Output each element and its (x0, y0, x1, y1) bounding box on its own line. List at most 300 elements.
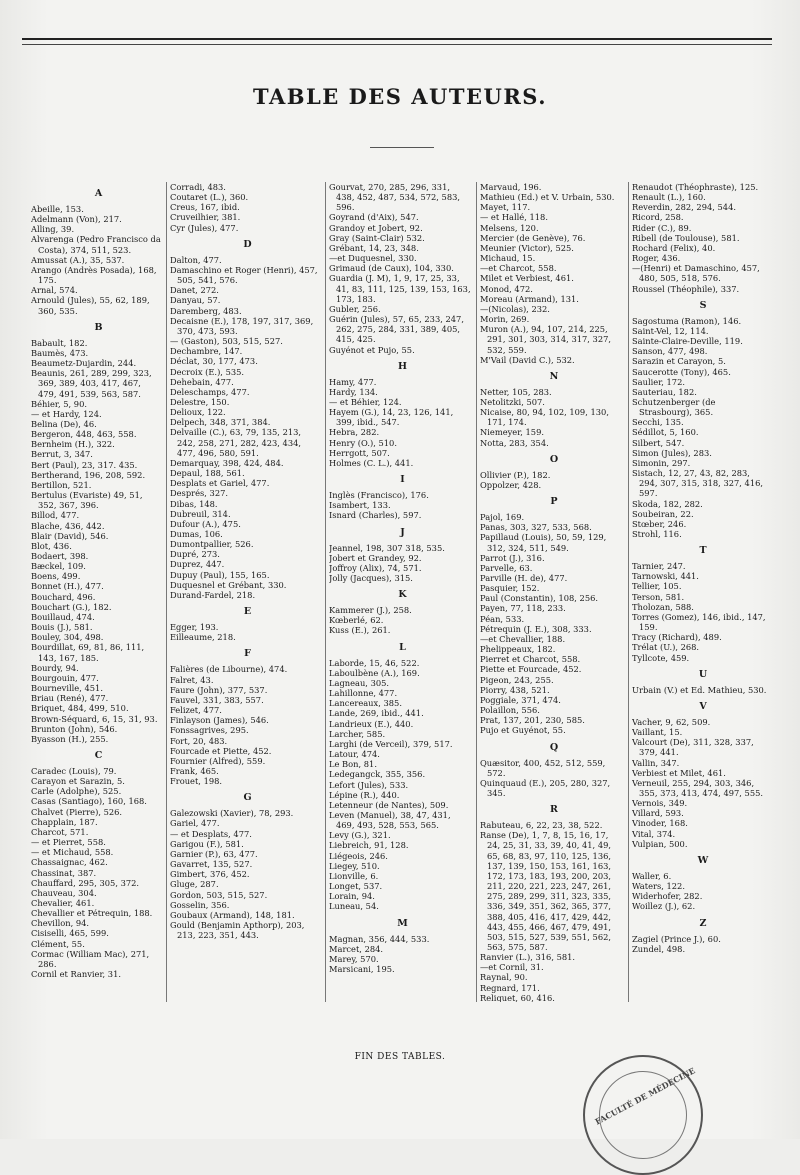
author-entry: Ollivier (P.), 182. (480, 469, 551, 480)
author-entry: Longet, 537. (329, 881, 383, 892)
author-entry: Fonssagrives, 295. (170, 725, 249, 736)
author-entry: M'Vail (David C.), 532. (480, 354, 575, 365)
author-entry: Gosselin, 356. (170, 899, 230, 910)
author-entry: Galezowski (Xavier), 78, 293. (170, 808, 294, 819)
author-entry: Bouis (J.), 581. (31, 622, 93, 633)
section-letter: I (400, 474, 406, 486)
author-index (31, 182, 775, 1002)
author-entry: Vital, 374. (632, 828, 676, 839)
author-entry: Goubaux (Armand), 148, 181. (170, 909, 295, 920)
author-entry: Arnal, 574. (31, 285, 78, 296)
author-entry: Jolly (Jacques), 315. (329, 573, 413, 583)
author-entry: Frank, 465. (170, 765, 219, 776)
author-entry: Paul (Constantin), 108, 256. (480, 593, 599, 604)
author-entry: Tarnowski, 441. (632, 571, 699, 582)
author-entry: Michaud, 15. (480, 253, 536, 264)
author-entry: Amussat (A.), 35, 537. (31, 254, 125, 265)
author-entry: Bourdy, 94. (31, 662, 79, 673)
author-entry: Mathieu (Ed.) et V. Urbain, 530. (480, 192, 615, 203)
top-rule-thin (22, 44, 772, 45)
author-entry: Prat, 137, 201, 230, 585. (480, 715, 585, 726)
author-entry: Guardia (J. M), 1, 9, 17, 25, 33, 41, 83, 111, 125, 139, 153, 163, 173, 183. (329, 273, 471, 304)
author-entry: Stœber, 246. (632, 518, 687, 529)
section-letter: N (549, 370, 560, 382)
author-entry: Chauveau, 304. (31, 887, 97, 898)
author-entry: Falret, 43. (170, 674, 214, 685)
author-entry: Cormac (William Mac), 271, 286. (31, 948, 150, 969)
author-entry: Muron (A.), 94, 107, 214, 225, 291, 301, 303, 314, 317, 327, 532, 559. (480, 324, 612, 355)
author-entry: Egger, 193. (170, 622, 219, 633)
author-entry: Delioux, 122. (170, 407, 226, 418)
author-entry: Delvaille (C.), 63, 79, 135, 213, 242, 258, 271, 282, 423, 434, 477, 496, 580, 591. (170, 427, 302, 458)
end-of-tables-note: FIN DES TABLES. (354, 1052, 446, 1062)
author-entry: Gavarret, 135, 527. (170, 859, 253, 870)
author-entry: Grimaud (de Caux), 104, 330. (329, 263, 454, 274)
author-entry: Lahillonne, 477. (329, 688, 398, 699)
author-entry: Marsicani, 195. (329, 964, 395, 974)
author-entry: Holmes (C. L.), 441. (329, 457, 414, 468)
author-entry: Piette et Fourcade, 452. (480, 664, 582, 675)
author-entry: Cyr (Jules), 477. (170, 222, 239, 233)
author-entry: Saint-Vel, 12, 114. (632, 325, 709, 336)
author-entry: Arnould (Jules), 55, 62, 189, 360, 535. (31, 295, 150, 316)
author-entry: Quinquaud (E.), 205, 280, 327, 345. (480, 777, 611, 798)
author-entry: Chassinat, 387. (31, 867, 97, 878)
author-entry: Dehebain, 477. (170, 376, 234, 387)
author-entry: Felizet, 477. (170, 705, 222, 716)
author-entry: Pujo et Guyénot, 55. (480, 725, 566, 736)
author-entry: Schutzenberger (de Strasbourg), 365. (632, 396, 716, 418)
author-entry: Papillaud (Louis), 50, 59, 129, 312, 324, 511, 549. (480, 532, 607, 553)
author-entry: Urbain (V.) et Ed. Mathieu, 530. (632, 684, 767, 695)
section-letter: L (399, 641, 407, 653)
author-entry: —et Charcot, 558. (480, 263, 557, 274)
author-entry: Després, 327. (170, 488, 229, 499)
author-entry: Levy (G.), 321. (329, 830, 391, 841)
author-entry: Bourgouin, 477. (31, 672, 99, 683)
author-entry: Trélat (U.), 268. (632, 642, 700, 653)
author-entry: Liégeois, 246. (329, 850, 388, 861)
author-entry: Luneau, 54. (329, 901, 379, 912)
author-entry: Faure (John), 377, 537. (170, 684, 268, 695)
author-entry: Skoda, 182, 282. (632, 498, 703, 509)
author-entry: Dupré, 273. (170, 549, 220, 560)
section-letter: U (698, 668, 709, 680)
author-entry: Gray (Saint-Clair) 532. (329, 232, 425, 243)
author-entry: Cisiselli, 465, 599. (31, 928, 109, 939)
author-entry: Kœberlé, 62. (329, 615, 384, 626)
author-entry: Isambert, 133. (329, 500, 391, 511)
author-entry: Ledegangck, 355, 356. (329, 769, 426, 780)
author-entry: Landrieux (E.), 440. (329, 718, 414, 729)
author-entry: Blair (David), 546. (31, 530, 109, 541)
author-entry: Cruveilhier, 381. (170, 212, 241, 223)
library-stamp (583, 1055, 703, 1175)
author-entry: Marcet, 284. (329, 943, 384, 954)
title-underline (370, 147, 434, 148)
author-entry: Mayet, 117. (480, 202, 531, 213)
author-entry: — et Michaud, 558. (31, 847, 114, 858)
section-letter: A (94, 188, 104, 199)
author-entry: —(Henri) et Damaschino, 457, 480, 505, 518, 576. (632, 263, 760, 284)
author-entry: Arango (Andrès Posada), 168, 175. (31, 264, 157, 286)
author-entry: Isnard (Charles), 597. (329, 510, 422, 521)
author-entry: Danyau, 57. (170, 295, 221, 306)
author-entry: Vacher, 9, 62, 509. (632, 716, 711, 727)
author-entry: Panas, 303, 327, 533, 568. (480, 522, 592, 533)
author-entry: Milet et Verbiest, 461. (480, 273, 574, 284)
author-entry: Grébant, 14, 23, 348. (329, 242, 419, 253)
author-entry: Le Bon, 81. (329, 759, 377, 770)
author-entry: Blache, 436, 442. (31, 520, 105, 531)
author-entry: Morin, 269. (480, 314, 530, 325)
author-entry: Damaschino et Roger (Henri), 457, 505, 541, 576. (170, 264, 318, 286)
author-entry: Bouley, 304, 498. (31, 632, 104, 643)
author-entry: Poggiale, 371, 474. (480, 694, 561, 705)
author-entry: Pétrequin (J. E.), 308, 333. (480, 623, 592, 634)
author-entry: Bonnet (H.), 477. (31, 581, 104, 592)
author-entry: Péan, 533. (480, 613, 525, 624)
author-entry: — et Pierret, 558. (31, 837, 106, 848)
author-entry: Chalvet (Pierre), 526. (31, 806, 123, 817)
author-entry: Henry (O.), 510. (329, 437, 397, 448)
author-entry: Liegey, 510. (329, 860, 380, 871)
author-entry: Pajol, 169. (480, 512, 525, 523)
author-entry: Laboulbène (A.), 169. (329, 667, 420, 678)
author-entry: Magnan, 356, 444, 533. (329, 933, 430, 944)
author-entry: Kuss (E.), 261. (329, 625, 391, 636)
author-entry: Regnard, 171. (480, 982, 540, 993)
author-entry: Lefort (Jules), 533. (329, 779, 409, 790)
author-entry: Hebra, 282. (329, 427, 380, 438)
author-entry: Bourneville, 451. (31, 683, 103, 694)
section-letter: W (697, 854, 710, 866)
author-entry: Tholozan, 588. (632, 601, 694, 612)
author-entry: Polaillon, 556. (480, 705, 540, 716)
author-entry: Bertherand, 196, 208, 592. (31, 469, 146, 480)
author-entry: Jeannel, 198, 307 318, 535. (329, 542, 445, 553)
author-entry: Payen, 77, 118, 233. (480, 603, 566, 614)
author-entry: Chevallier et Pétrequin, 188. (31, 908, 153, 919)
author-entry: Marvaud, 196. (480, 182, 542, 192)
author-entry: Vernois, 349. (632, 798, 688, 809)
author-entry: Casas (Santiago), 160, 168. (31, 796, 147, 807)
author-entry: Hamy, 477. (329, 376, 377, 387)
author-entry: Moreau (Armand), 131. (480, 293, 579, 304)
author-entry: Bertulus (Evariste) 49, 51, 352, 367, 396. (31, 490, 143, 511)
page-title: TABLE DES AUTEURS. (252, 84, 548, 109)
section-letter: P (550, 496, 559, 508)
author-entry: Kammerer (J.), 258. (329, 605, 412, 616)
author-entry: Gourvat, 270, 285, 296, 331, 438, 452, 487, 534, 572, 583, 596. (329, 182, 461, 213)
author-entry: Gordon, 503, 515, 527. (170, 889, 268, 900)
author-entry: Saulier, 172. (632, 376, 685, 387)
section-letter: K (398, 589, 408, 601)
author-entry: Tracy (Richard), 489. (632, 632, 722, 643)
author-entry: Guyénot et Pujo, 55. (329, 344, 415, 355)
author-entry: — et Béhier, 124. (329, 396, 402, 407)
author-entry: Widerhofer, 282. (632, 891, 703, 902)
section-letter: F (244, 648, 252, 660)
author-entry: Chevillon, 94. (31, 918, 90, 929)
section-letter: S (699, 299, 708, 311)
author-entry: Torres (Gomez), 146, ibid., 147, 159. (632, 611, 766, 633)
author-entry: Chassaignac, 462. (31, 857, 108, 868)
author-entry: Déclat, 30, 177, 473. (170, 356, 258, 367)
author-entry: Briau (René), 477. (31, 693, 109, 704)
author-entry: Guérin (Jules), 57, 65, 233, 247, 262, 275, 284, 331, 389, 405, 415, 425. (329, 314, 464, 345)
author-entry: Dalton, 477. (170, 254, 222, 265)
author-entry: Bouchard, 496. (31, 591, 96, 602)
author-entry: Babault, 182. (31, 337, 88, 348)
author-entry: Niemeyer, 159. (480, 427, 545, 438)
section-letter: B (94, 321, 104, 333)
author-entry: Dupuy (Paul), 155, 165. (170, 569, 270, 580)
author-entry: Hardy, 134. (329, 386, 378, 397)
author-entry: Roussel (Théophile), 337. (632, 283, 740, 294)
section-letter: E (243, 606, 253, 618)
top-rule (22, 38, 772, 40)
author-entry: Demarquay, 398, 424, 484. (170, 457, 284, 468)
author-entry: Piorry, 438, 521. (480, 684, 550, 695)
author-entry: Parville (H. de), 477. (480, 573, 568, 583)
author-entry: Notta, 283, 354. (480, 437, 549, 448)
author-entry: —et Cornil, 31. (480, 962, 544, 973)
author-entry: Ranse (De), 1, 7, 8, 15, 16, 17, 24, 25, 31, 33, 39, 40, 41, 49, 65, 68, 83, 97, 110, 125, 136, 137, 139, 150, 153, 161, 163, 172, 173, 183, 193, 200, 203, 211, 220, 221, 223, 247, 261, 275, 289, 299, 311, 323, 335, 336, 349, 351, 362, 365, 377, 388, 405, 416, 417, 429, 442, 443, 455, 466, 467, 479, 491, 503, 515, 527, 539, 551, 562, 563, 575, 587. (480, 830, 612, 952)
author-entry: Daremberg, 483. (170, 305, 242, 316)
author-entry: Fauvel, 331, 383, 557. (170, 694, 264, 705)
author-entry: Leven (Manuel), 38, 47, 431, 469, 493, 528, 553, 565. (329, 809, 451, 831)
author-entry: Sarazin et Carayon, 5. (632, 356, 726, 367)
author-entry: Fort, 20, 483. (170, 735, 228, 746)
author-entry: Vaillant, 15. (632, 727, 683, 738)
author-entry: Fournier (Alfred), 559. (170, 755, 266, 766)
author-entry: Raynal, 90. (480, 972, 528, 983)
author-entry: Rabuteau, 6, 22, 23, 38, 522. (480, 820, 603, 831)
author-entry: Marey, 570. (329, 953, 379, 964)
author-entry: Byasson (H.), 255. (31, 733, 109, 744)
author-entry: — et Hallé, 118. (480, 212, 548, 223)
author-entry: Lépine (R.), 440. (329, 789, 400, 800)
author-entry: Joffroy (Alix), 74, 571. (329, 562, 422, 573)
author-entry: Liebreich, 91, 128. (329, 840, 409, 851)
author-entry: Carle (Adolphe), 525. (31, 786, 122, 797)
author-entry: Netter, 105, 283. (480, 386, 552, 397)
section-letter: O (549, 453, 560, 465)
author-entry: Bouillaud, 474. (31, 611, 95, 622)
author-entry: Hayem (G.), 14, 23, 126, 141, 399, ibid., 547. (329, 407, 454, 428)
author-entry: Beaunis, 261, 289, 299, 323, 369, 389, 403, 417, 467, 479, 491, 539, 563, 587. (31, 368, 152, 399)
author-entry: Dibas, 148. (170, 498, 218, 509)
section-letter: M (397, 917, 409, 929)
index-column-4 (480, 182, 629, 1002)
author-entry: Sainte-Claire-Deville, 119. (632, 336, 743, 347)
author-entry: Beaumetz-Dujardin, 244. (31, 358, 137, 369)
author-entry: Dumas, 106. (170, 529, 223, 539)
author-entry: Inglès (Francisco), 176. (329, 490, 429, 501)
section-letter: R (550, 804, 559, 816)
author-entry: Delpech, 348, 371, 384. (170, 417, 271, 428)
author-entry: —et Duquesnel, 330. (329, 253, 417, 264)
author-entry: Sistach, 12, 27, 43, 82, 283, 294, 307, 315, 318, 327, 416, 597. (632, 468, 764, 499)
author-entry: Durand-Fardel, 218. (170, 589, 256, 600)
section-letter: J (400, 526, 406, 538)
author-entry: Eilleaume, 218. (170, 632, 236, 643)
author-entry: Dufour (A.), 475. (170, 518, 241, 529)
author-entry: Quæsitor, 400, 452, 512, 559, 572. (480, 757, 606, 778)
author-entry: Pierret et Charcot, 558. (480, 654, 581, 665)
author-entry: Latour, 474. (329, 749, 380, 760)
index-column-1 (31, 182, 167, 1002)
author-entry: — (Gaston), 503, 515, 527. (170, 336, 283, 347)
author-entry: Bourdillat, 69, 81, 86, 111, 143, 167, 185. (31, 642, 145, 663)
author-entry: Falières (de Libourne), 474. (170, 664, 288, 675)
author-entry: — et Desplats, 477. (170, 828, 252, 839)
author-entry: Dubreuil, 314. (170, 508, 231, 519)
author-entry: Garigou (F.), 581. (170, 838, 244, 849)
author-entry: Ranvier (L.), 316, 581. (480, 952, 576, 963)
author-entry: Tyllcote, 459. (632, 652, 690, 663)
section-letter: D (243, 238, 253, 250)
author-entry: Coutaret (L.), 360. (170, 192, 249, 203)
author-entry: Laborde, 15, 46, 522. (329, 657, 420, 668)
author-entry: Zagiel (Prince J.), 60. (632, 933, 721, 944)
author-entry: Melsens, 120. (480, 222, 539, 233)
author-entry: Ribell (de Toulouse), 581. (632, 232, 740, 243)
author-entry: Secchi, 135. (632, 417, 684, 428)
author-entry: Lande, 269, ibid., 441. (329, 708, 424, 719)
author-entry: Danet, 272. (170, 285, 219, 296)
author-entry: Alling, 39. (31, 224, 75, 235)
author-entry: Brown-Séquard, 6, 15, 31, 93. (31, 713, 158, 724)
author-entry: Herrgott, 507. (329, 447, 390, 458)
author-entry: Brunton (John), 546. (31, 723, 118, 734)
section-letter: V (699, 700, 708, 712)
author-entry: Bert (Paul), 23, 317. 435. (31, 459, 138, 470)
author-entry: Gluge, 287. (170, 879, 219, 890)
author-entry: Tarnier, 247. (632, 561, 686, 572)
author-entry: —(Nicolas), 232. (480, 303, 550, 314)
section-letter: C (94, 749, 104, 761)
author-entry: Baumès, 473. (31, 347, 89, 358)
author-entry: Finlayson (James), 546. (170, 715, 269, 726)
author-entry: Zundel, 498. (632, 943, 686, 954)
author-entry: Larcher, 585. (329, 728, 386, 739)
author-entry: Roger, 436. (632, 253, 681, 264)
author-entry: Renault (L.), 160. (632, 192, 706, 203)
author-entry: Decroix (E.), 535. (170, 366, 245, 377)
author-entry: Villard, 593. (632, 808, 684, 819)
author-entry: Larghi (de Verceil), 379, 517. (329, 738, 453, 749)
author-entry: Bertillon, 521. (31, 479, 92, 490)
author-entry: Boens, 499. (31, 571, 81, 582)
author-entry: Vallin, 347. (632, 757, 680, 768)
author-entry: Nicaise, 80, 94, 102, 109, 130, 171, 174. (480, 407, 609, 428)
author-entry: Dumontpallier, 526. (170, 539, 254, 550)
author-entry: Chauffard, 295, 305, 372. (31, 877, 140, 888)
author-entry: Tellier, 105. (632, 581, 682, 592)
author-entry: Saucerotte (Tony), 465. (632, 366, 731, 377)
author-entry: Meunier (Victor), 525. (480, 242, 574, 253)
author-entry: Simon (Jules), 283. (632, 447, 712, 458)
author-entry: Caradec (Louis), 79. (31, 765, 117, 776)
author-entry: Alvarenga (Pedro Francisco da Costa), 374, 511, 523. (31, 234, 161, 255)
author-entry: Pasquier, 152. (480, 583, 540, 594)
author-entry: Phelippeaux, 182. (480, 644, 556, 655)
author-entry: Chapplain, 187. (31, 816, 98, 827)
author-entry: Gould (Benjamin Apthorp), 203, 213, 223, 351, 443. (170, 920, 305, 941)
section-letter: H (398, 360, 408, 372)
author-entry: Duquesnel et Grébant, 330. (170, 579, 287, 590)
author-entry: Berrut, 3, 347. (31, 449, 93, 460)
author-entry: Parvelle, 63. (480, 562, 533, 573)
author-entry: Sédillot, 5, 160. (632, 427, 699, 438)
section-letter: G (243, 792, 253, 804)
author-entry: Vinoder, 168. (632, 818, 688, 829)
stamp-text: FACULTÉ DE MÉDECINE (593, 1065, 697, 1127)
author-entry: Delestre, 150. (170, 396, 230, 407)
author-entry: Depaul, 188, 561. (170, 468, 245, 479)
author-entry: Gariel, 477. (170, 818, 220, 829)
author-entry: Jobert et Grandey, 92. (329, 552, 422, 563)
author-entry: Lancereaux, 385. (329, 698, 402, 709)
author-entry: Waters, 122. (632, 881, 685, 892)
author-entry: Rider (C.), 89. (632, 222, 692, 233)
author-entry: Deleschamps, 477. (170, 386, 250, 397)
author-entry: Terson, 581. (632, 591, 685, 602)
author-entry: Abeille, 153. (31, 204, 84, 214)
author-entry: Reliquet, 60, 416. (480, 992, 555, 1002)
author-entry: Silbert, 547. (632, 437, 685, 448)
author-entry: Lionville, 6. (329, 870, 379, 881)
author-entry: Blot, 436. (31, 540, 72, 551)
author-entry: Renaudot (Théophraste), 125. (632, 182, 759, 192)
author-entry: Chevalier, 461. (31, 898, 95, 908)
author-entry: Rochard (Felix), 40. (632, 242, 716, 253)
author-entry: Bodaert, 398. (31, 551, 89, 561)
author-entry: Decaisne (E.), 178, 197, 317, 369, 370, 473, 593. (170, 315, 314, 336)
author-entry: Strohl, 116. (632, 529, 682, 539)
author-entry: Sagostuma (Ramon), 146. (632, 315, 742, 326)
index-column-3 (329, 182, 477, 1002)
section-letter: T (699, 545, 708, 557)
author-entry: Soubeiran, 22. (632, 508, 694, 519)
author-entry: Oppolzer, 428. (480, 479, 542, 490)
author-entry: Cornil et Ranvier, 31. (31, 969, 121, 980)
author-entry: Bernheim (H.), 322. (31, 439, 115, 450)
section-letter: Z (699, 917, 708, 929)
author-entry: Frouet, 198. (170, 776, 223, 787)
author-entry: Belina (De), 46. (31, 418, 97, 429)
author-entry: Woillez (J.), 62. (632, 901, 696, 912)
author-entry: Billod, 477. (31, 510, 80, 521)
section-letter: Q (549, 741, 560, 753)
author-entry: Vulpian, 500. (632, 838, 688, 849)
author-entry: Adelmann (Von), 217. (31, 214, 122, 225)
author-entry: Charcot, 571. (31, 826, 89, 837)
author-entry: Ricord, 258. (632, 212, 684, 223)
author-entry: Monod, 472. (480, 283, 533, 294)
author-entry: Verbiest et Milet, 461. (632, 767, 726, 778)
author-entry: Simonin, 297. (632, 457, 691, 468)
author-entry: Bergeron, 448, 463, 558. (31, 429, 137, 440)
author-entry: Duprez, 447. (170, 559, 225, 570)
author-entry: Béhier, 5, 90. (31, 398, 87, 409)
author-entry: Goyrand (d'Aix), 547. (329, 212, 419, 223)
author-entry: Sanson, 477, 498. (632, 346, 708, 357)
author-entry: Lagneau, 305. (329, 677, 390, 688)
author-entry: Reverdin, 282, 294, 544. (632, 202, 736, 213)
